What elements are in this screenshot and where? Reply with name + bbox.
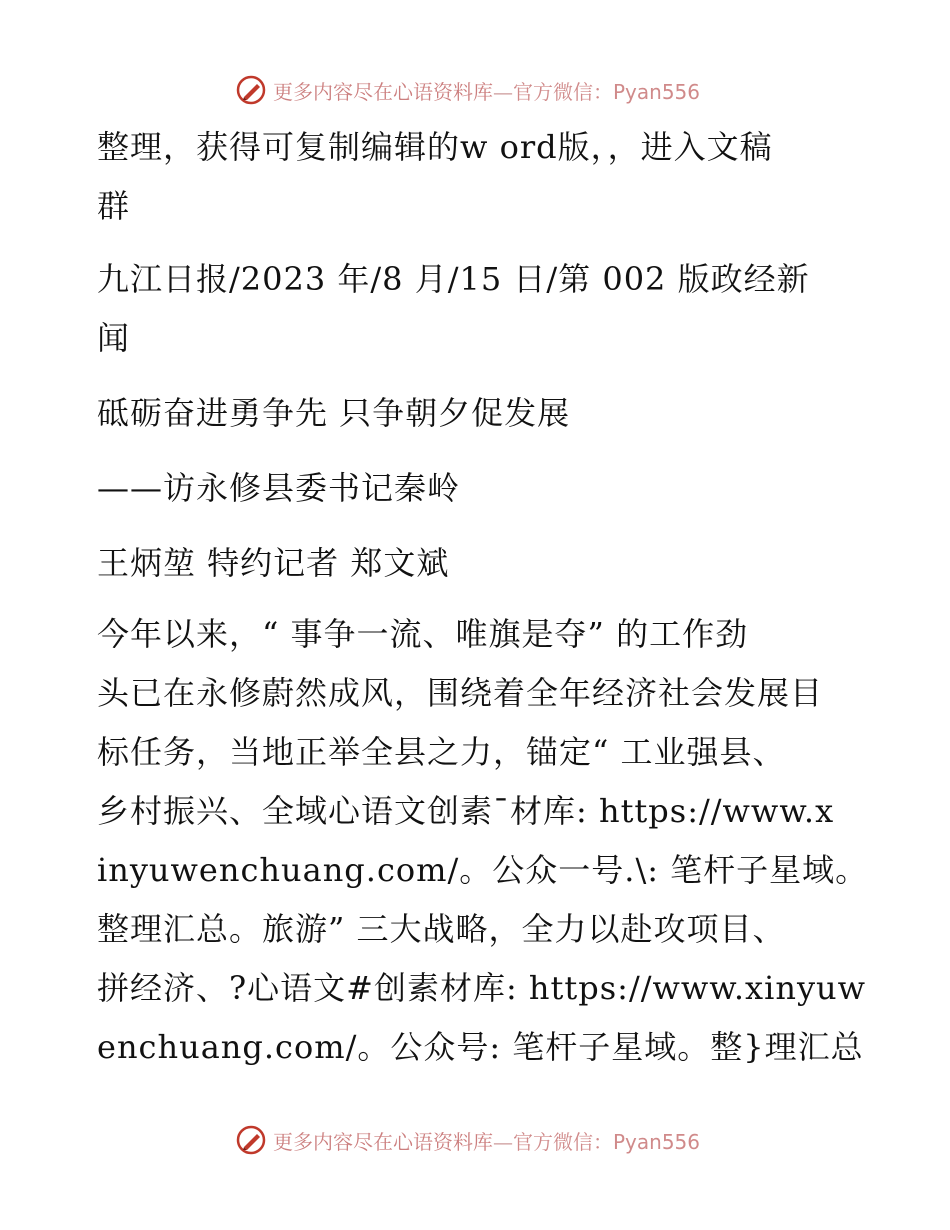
header-banner-main: 更多内容尽在心语资料库: [273, 79, 493, 104]
header-banner-dash: —: [493, 79, 513, 104]
source-line-2: 闻: [97, 319, 131, 357]
article-subtitle: ——访永修县委书记秦岭: [97, 469, 461, 507]
source-line-1: 九江日报/2023 年/8 月/15 日/第 002 版政经新: [97, 260, 810, 298]
header-banner-text: [273, 76, 700, 105]
article-byline: 王炳堃 特约记者 郑文斌: [97, 544, 450, 582]
document-body: [97, 118, 869, 1077]
header-banner-wechat: 官方微信：Pyan556: [513, 79, 701, 104]
footer-banner-text: [273, 1126, 700, 1155]
body-line: 标任务，当地正举全县之力，锚定“ 工业强县、: [97, 733, 786, 771]
notice-line-2: 群: [97, 187, 131, 225]
body-line: 今年以来，“ 事争一流、唯旗是夺” 的工作劲: [97, 615, 749, 653]
body-line: 头已在永修蔚然成风，围绕着全年经济社会发展目: [97, 674, 824, 712]
header-banner: [235, 72, 700, 108]
body-line: inyuwenchuang.com/。公众一号.\: 笔杆子星域。: [97, 851, 869, 889]
body-line: enchuang.com/。公众号: 笔杆子星域。整}理汇总: [97, 1028, 864, 1066]
footer-banner-wechat: 官方微信：Pyan556: [513, 1129, 701, 1154]
pen-circle-logo-icon: [235, 1124, 267, 1156]
footer-banner-dash: —: [493, 1129, 513, 1154]
footer-banner-main: 更多内容尽在心语资料库: [273, 1129, 493, 1154]
article-title: 砥砺奋进勇争先 只争朝夕促发展: [97, 394, 571, 432]
body-line: 乡村振兴、全域心语文创素¯材库: https://www.x: [97, 792, 835, 830]
notice-line-1: 整理，获得可复制编辑的w ord版，，进入文稿: [97, 128, 773, 166]
body-line: 整理汇总。旅游” 三大战略，全力以赴攻项目、: [97, 910, 786, 948]
pen-circle-logo-icon: [235, 74, 267, 106]
body-line: 拼经济、?心语文#创素材库: https://www.xinyuw: [97, 969, 867, 1007]
footer-banner: [235, 1122, 700, 1158]
